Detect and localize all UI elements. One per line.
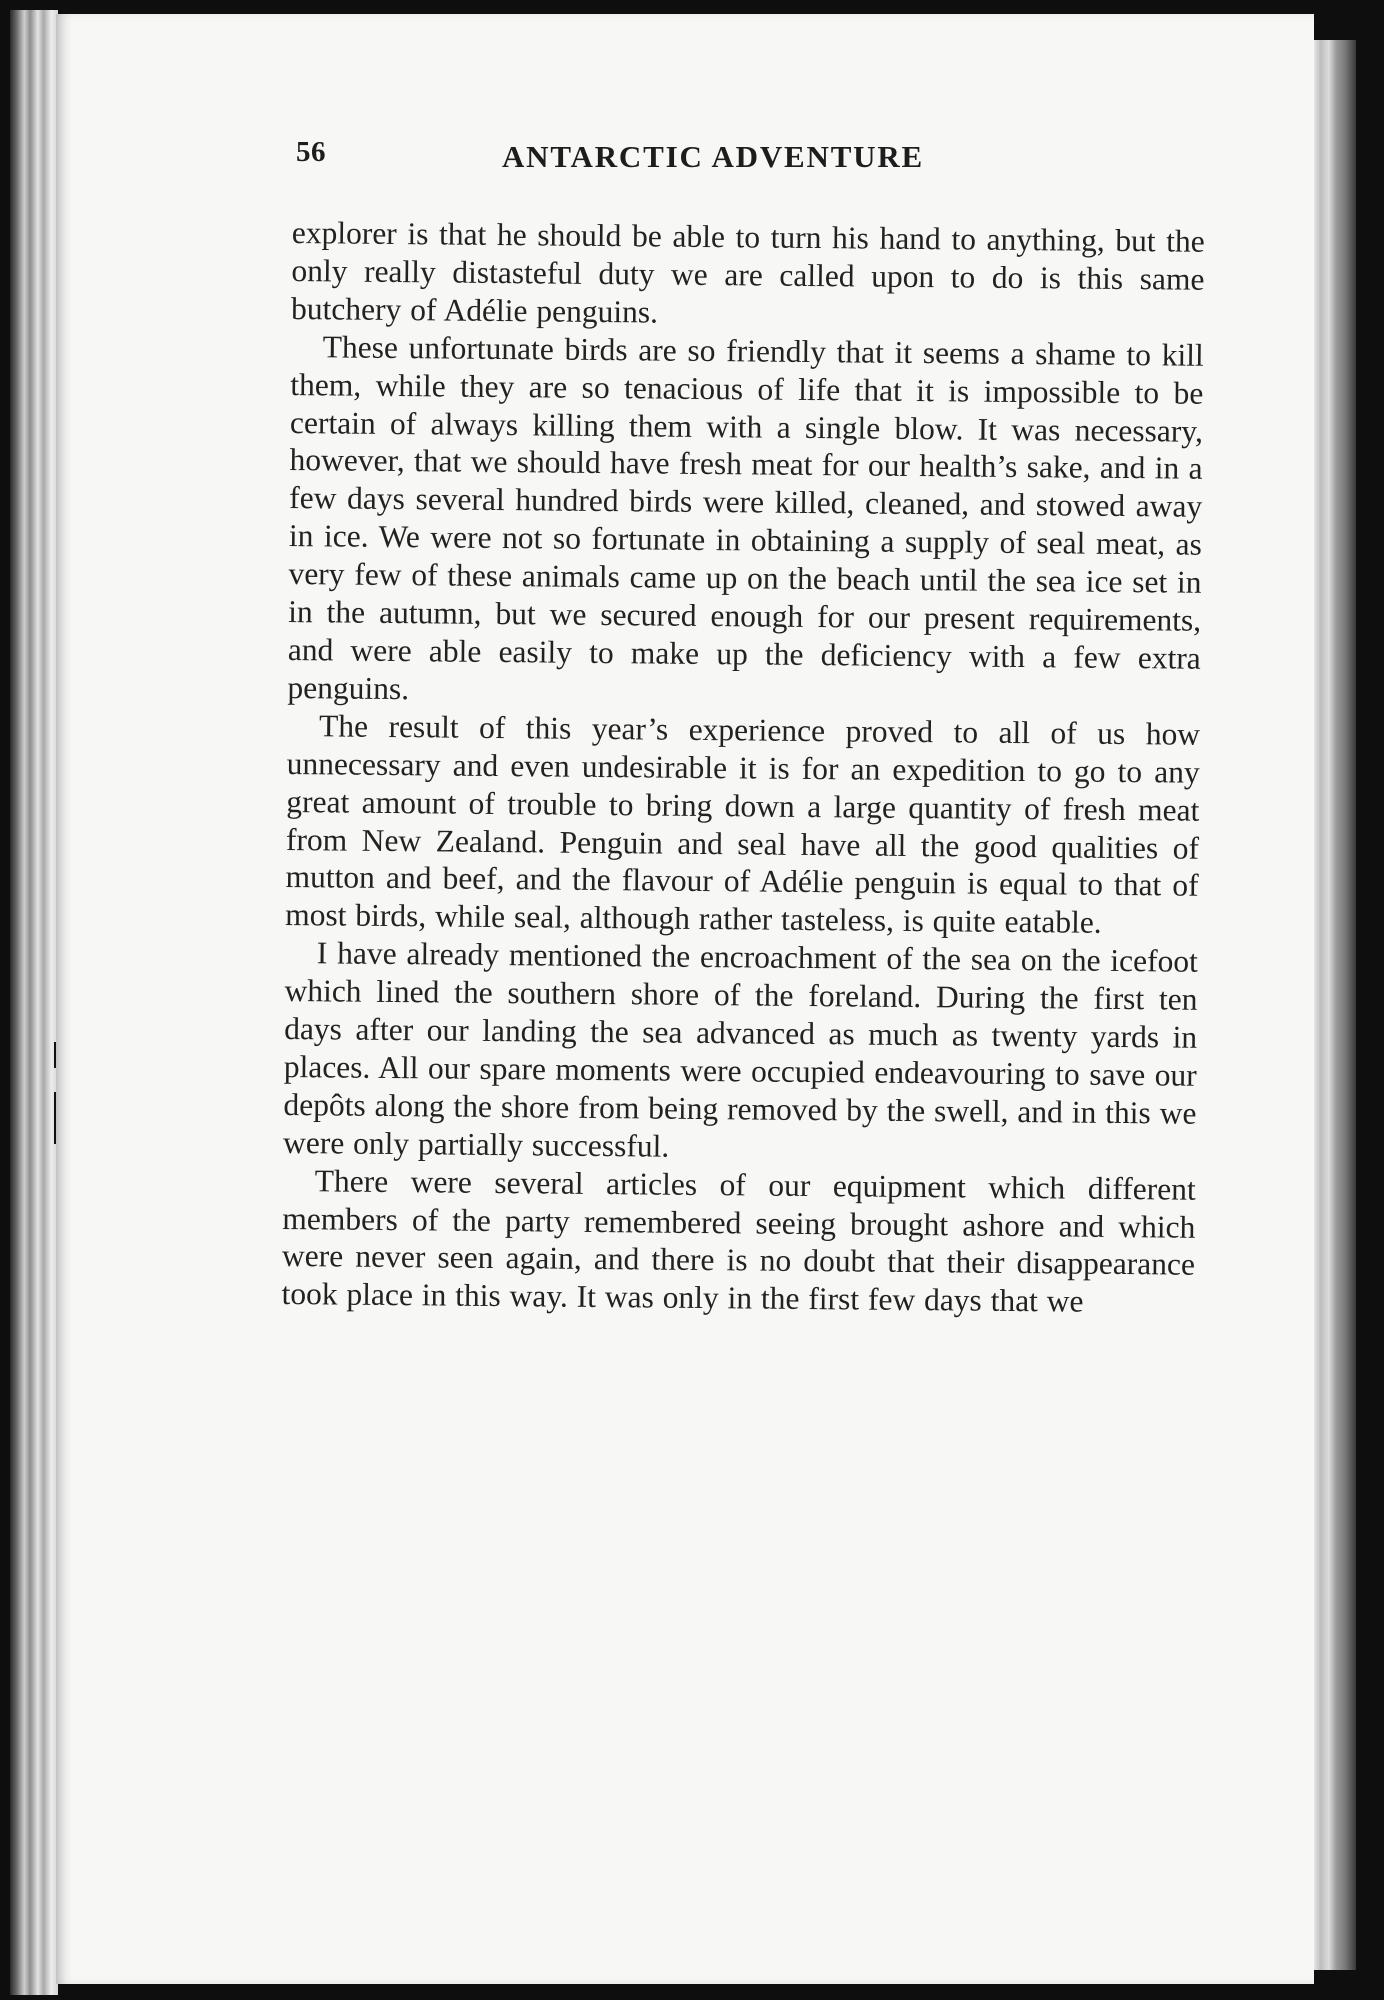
paragraph: The result of this year’s experience proved to all of us how unnecessary and even undesirable it is for an expedition to go to any great amount of trouble to bring down a large quantity of fresh meat from New Zealand. Penguin and seal have all the good qualities of mutton and beef, and the flavour of Adélie penguin is equal to that of most birds, while seal, although rather tasteless, is quite eatable. xyxy=(285,708,1201,941)
paragraph: These unfortunate birds are so friendly that it seems a shame to kill them, while they are so tenacious of life that it is impossible to be certain of always killing them with a single blow. It was necessary, however, that we should have fresh meat for our health’s sake, and in a few days several hundred birds were killed, cleaned, and stowed away in ice. We were not so fortunate in obtaining a supply of seal meat, as very few of these animals came up on the beach until the sea ice set in in the autumn, but we secured enough for our present requirements, and were able easily to make up the deficiency with a few extra penguins. xyxy=(287,329,1204,707)
running-head-title: ANTARCTIC ADVENTURE xyxy=(502,139,925,174)
page-number: 56 xyxy=(296,136,326,168)
paragraph: I have already mentioned the encroachment of the sea on the icefoot which lined the southern shore of the foreland. During the first ten days after our landing the sea advanced as much as twenty yards in places. All our spare moments were occupied endeavouring to save our depôts along the shore from being removed by the swell, and in this we were only partially successful. xyxy=(282,935,1199,1164)
running-head xyxy=(296,136,1016,186)
body-text xyxy=(281,214,1205,1322)
paragraph: explorer is that he should be able to turn his hand to anything, but the only really distasteful duty we are called upon to do is this same butchery of Adélie penguins. xyxy=(290,214,1205,330)
paragraph: There were several articles of our equipment which different members of the party remembered seeing brought ashore and which were never seen again, and there is no doubt that their disappearance took place in this way. It was only in the first few days that we xyxy=(281,1162,1196,1320)
left-page-edges xyxy=(10,10,58,1995)
right-page-edges xyxy=(1312,40,1356,1970)
